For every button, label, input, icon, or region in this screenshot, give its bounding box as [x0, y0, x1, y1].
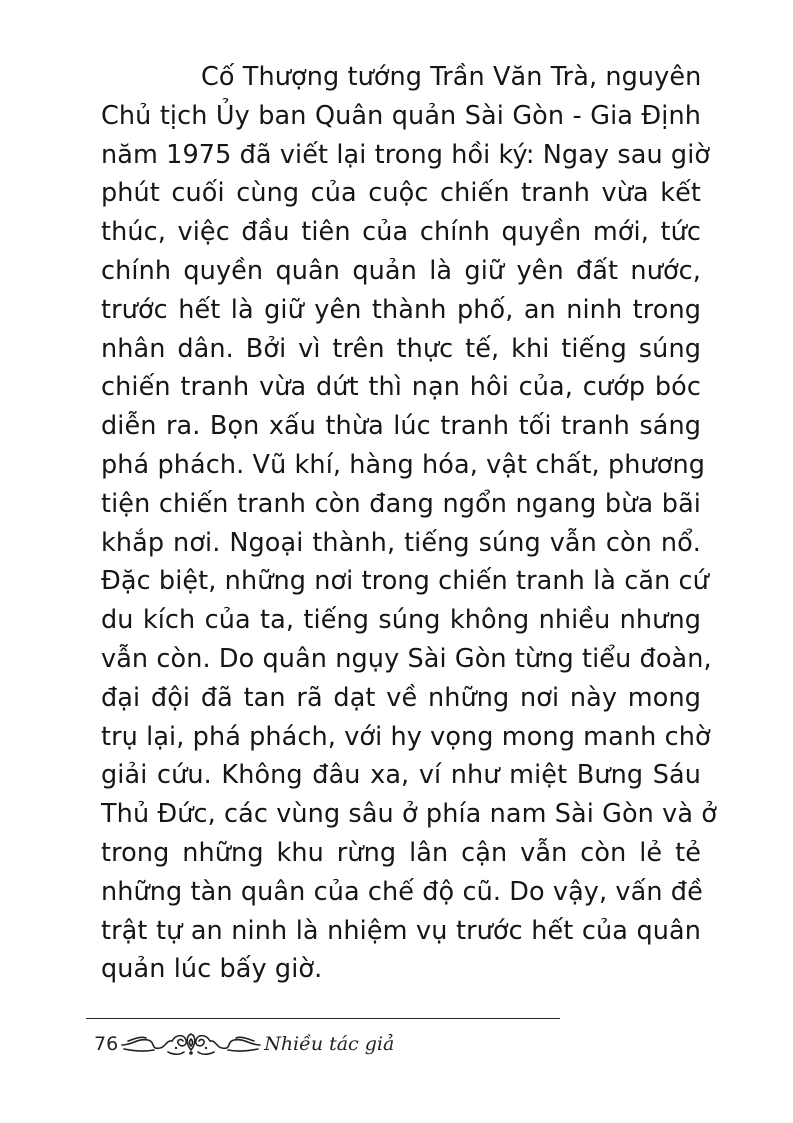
body-paragraph — [101, 58, 717, 989]
paragraph-line: phút cuối cùng của cuộc chiến tranh vừa kết — [101, 178, 701, 209]
paragraph-line: Thủ Đức, các vùng sâu ở phía nam Sài Gòn và ở — [101, 799, 717, 830]
paragraph-line: nhân dân. Bởi vì trên thực tế, khi tiếng súng — [101, 333, 701, 364]
paragraph-line: năm 1975 đã viết lại trong hồi ký: Ngay sau giờ — [101, 139, 711, 170]
decorative-flourish-icon — [120, 1030, 262, 1058]
paragraph-line: thúc, việc đầu tiên của chính quyền mới, tức — [101, 217, 701, 248]
paragraph-line: vẫn còn. Do quân ngụy Sài Gòn từng tiểu đoàn, — [101, 643, 712, 674]
paragraph-line: trong những khu rừng lân cận vẫn còn lẻ tẻ — [101, 837, 701, 868]
paragraph-line: Chủ tịch Ủy ban Quân quản Sài Gòn - Gia Định — [101, 100, 701, 131]
paragraph-line: trụ lại, phá phách, với hy vọng mong manh chờ — [101, 721, 711, 752]
paragraph-line: phá phách. Vũ khí, hàng hóa, vật chất, phương — [101, 449, 706, 480]
paragraph-line: trước hết là giữ yên thành phố, an ninh trong — [101, 294, 701, 325]
paragraph-line: giải cứu. Không đâu xa, ví như miệt Bưng Sáu — [101, 760, 701, 791]
paragraph-line: Đặc biệt, những nơi trong chiến tranh là căn cứ — [101, 566, 709, 597]
paragraph-line: chiến tranh vừa dứt thì nạn hôi của, cướp bóc — [101, 372, 701, 403]
page-footer — [94, 1028, 394, 1060]
paragraph-line: du kích của ta, tiếng súng không nhiều nhưng — [101, 605, 701, 636]
paragraph-line: những tàn quân của chế độ cũ. Do vậy, vấn đề — [101, 876, 703, 907]
paragraph-line: tiện chiến tranh còn đang ngổn ngang bừa bãi — [101, 488, 701, 519]
page-number: 76 — [94, 1033, 119, 1055]
paragraph-line: Cố Thượng tướng Trần Văn Trà, nguyên — [201, 62, 702, 92]
paragraph-line: đại đội đã tan rã dạt về những nơi này mong — [101, 682, 701, 713]
paragraph-line: diễn ra. Bọn xấu thừa lúc tranh tối tranh sáng — [101, 411, 701, 442]
paragraph-line: khắp nơi. Ngoại thành, tiếng súng vẫn còn nổ. — [101, 527, 701, 558]
paragraph-line: quản lúc bấy giờ. — [101, 954, 323, 985]
book-title: Nhiều tác giả — [264, 1033, 395, 1055]
paragraph-line: chính quyền quân quản là giữ yên đất nước, — [101, 255, 701, 286]
paragraph-line: trật tự an ninh là nhiệm vụ trước hết của quân — [101, 915, 701, 946]
footer-divider — [86, 1018, 560, 1019]
